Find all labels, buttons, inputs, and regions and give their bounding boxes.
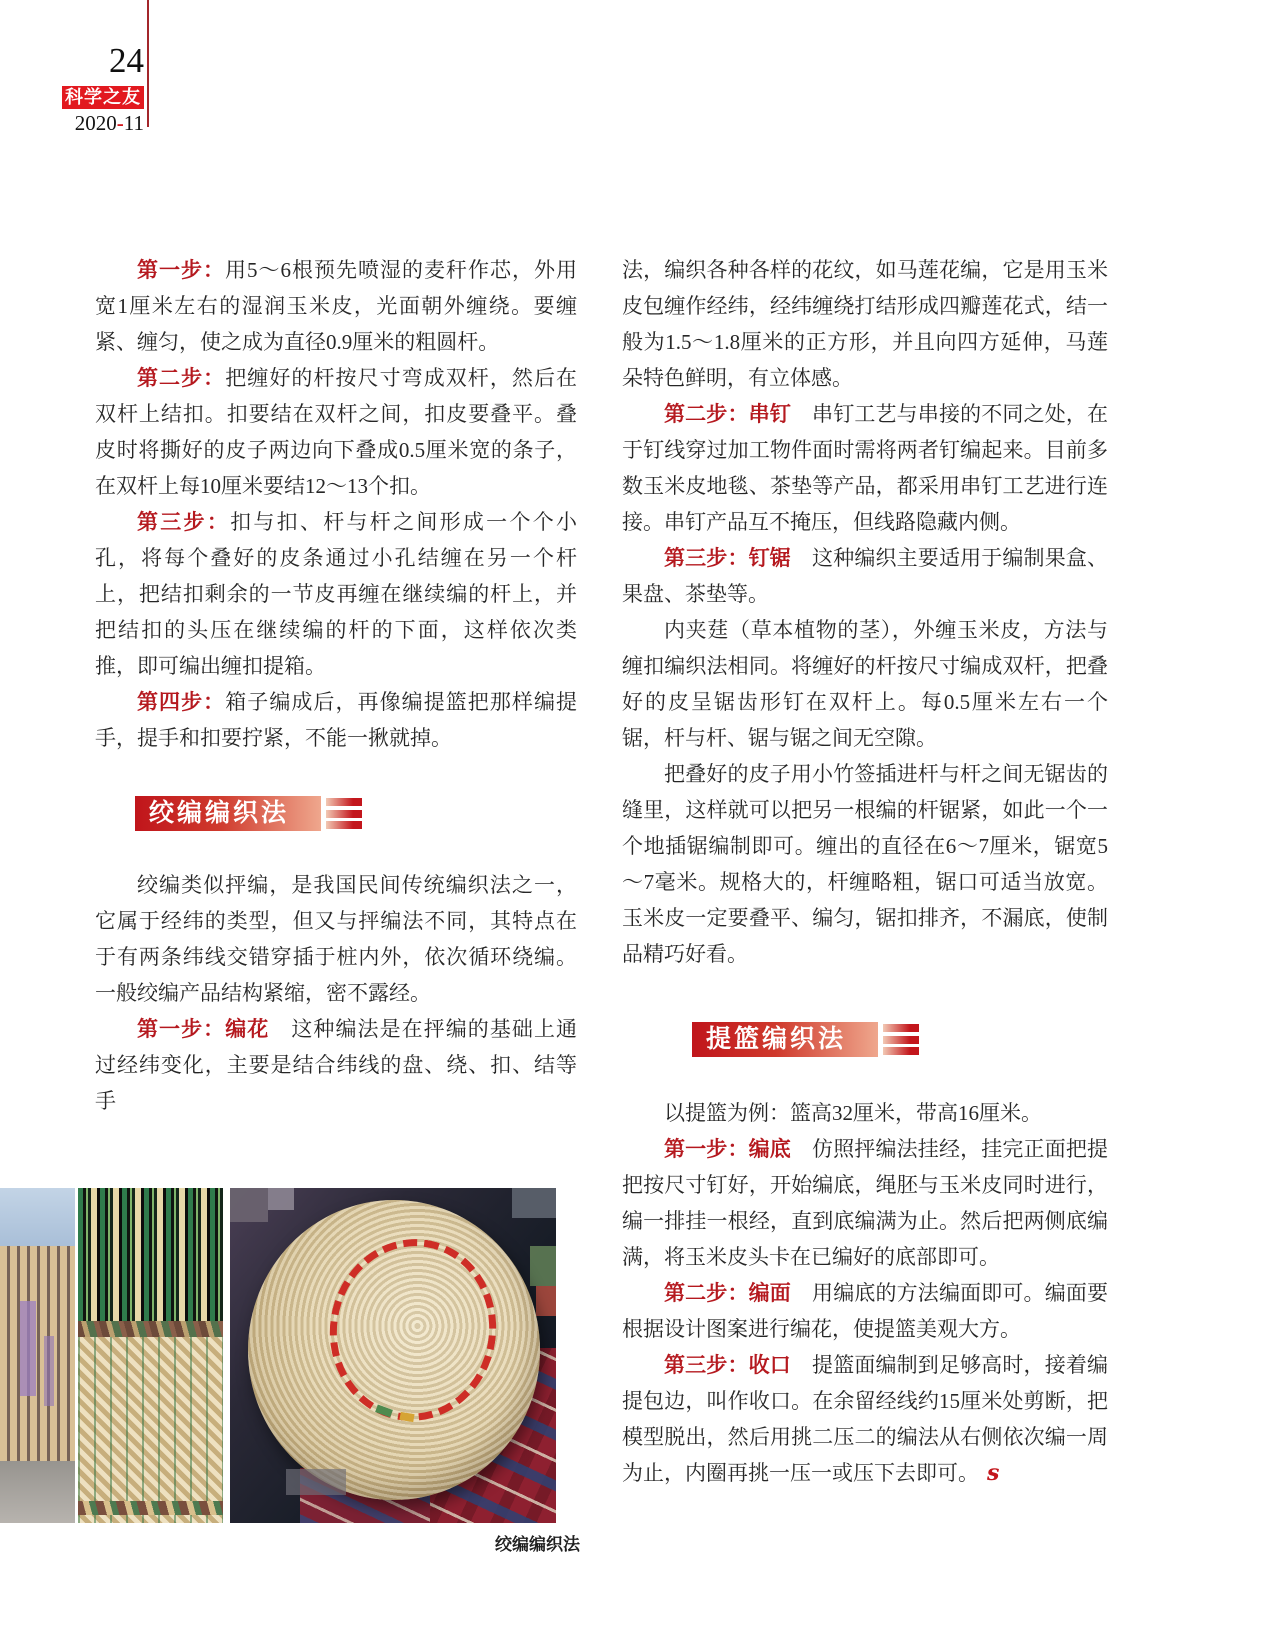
paragraph-text: 这种编织主要适用于编制果盒、果盘、茶垫等。 bbox=[622, 546, 1109, 606]
paragraph-text: 仿照抨编法挂经，挂完正面把提把按尺寸钉好，开始编底，绳胚与玉米皮同时进行，编一排挂一根经，直到底编满为止。然后把两侧底编满，将玉米皮头卡在已编好的底部即可。 bbox=[622, 1137, 1109, 1269]
paragraph-text: 法，编织各种各样的花纹，如马莲花编，它是用玉米皮包缠作经纬，经纬缠绕打结形成四瓣莲花式，结一般为1.5～1.8厘米的正方形，并且向四方延伸，马莲朵特色鲜明，有立体感。 bbox=[622, 258, 1108, 390]
text-column-right bbox=[622, 252, 1108, 1491]
text-column-left bbox=[95, 252, 577, 1119]
paragraph-text: 提篮面编制到足够高时，接着编提包边，叫作收口。在余留经线约15厘米处剪断，把模型脱出，然后用挑二压二的编法从右侧依次编一周为止，内圈再挑一压一或压下去即可。 bbox=[622, 1353, 1109, 1485]
paragraph bbox=[95, 867, 577, 1011]
paragraph bbox=[622, 1275, 1108, 1347]
mosaic-block bbox=[286, 1469, 346, 1495]
paragraph-text: 串钉工艺与串接的不同之处，在于钉线穿过加工物件面时需将两者钉编起来。目前多数玉米皮地毯、茶垫等产品，都采用串钉工艺进行连接。串钉产品互不掩压，但线路隐藏内侧。 bbox=[622, 402, 1109, 534]
issue-month: 11 bbox=[123, 111, 144, 135]
mosaic-block bbox=[536, 1286, 556, 1316]
paragraph bbox=[95, 504, 577, 684]
paragraph bbox=[95, 684, 577, 756]
issue-year: 2020 bbox=[74, 111, 117, 135]
paragraph bbox=[95, 252, 577, 360]
basket-bottom-band bbox=[78, 1501, 223, 1515]
paragraph bbox=[95, 360, 577, 504]
section-banner-tilan bbox=[692, 1022, 919, 1057]
step-label: 第二步： bbox=[137, 366, 226, 390]
section-title: 绞编编织法 bbox=[135, 796, 321, 831]
step-label: 第二步：串钉 bbox=[664, 402, 791, 426]
magazine-badge: 科学之友 bbox=[62, 86, 144, 109]
page-number: 24 bbox=[109, 41, 144, 80]
gap-highlight bbox=[44, 1336, 54, 1406]
header-rule bbox=[147, 0, 149, 127]
paragraph-text: 箱子编成后，再像编提篮把那样编提手，提手和扣要拧紧，不能一揪就掉。 bbox=[95, 690, 578, 750]
paragraph bbox=[622, 1131, 1108, 1275]
mosaic-block bbox=[230, 1188, 268, 1222]
step-label: 第三步：收口 bbox=[664, 1353, 791, 1377]
paragraph bbox=[622, 612, 1108, 756]
paragraph-text: 这种编法是在抨编的基础上通过经纬变化，主要是结合纬线的盘、绕、扣、结等手 bbox=[95, 1017, 578, 1113]
basket-rim-band bbox=[78, 1321, 223, 1337]
banner-stripes-icon bbox=[883, 1022, 919, 1057]
paragraph bbox=[622, 396, 1108, 540]
paragraph bbox=[95, 1011, 577, 1119]
paragraph bbox=[622, 1347, 1108, 1491]
ground-area bbox=[0, 1461, 75, 1523]
step-label: 第三步： bbox=[137, 510, 231, 534]
paragraph bbox=[622, 252, 1108, 396]
step-label: 第一步： bbox=[137, 258, 225, 282]
paragraph-text: 用编底的方法编面即可。编面要根据设计图案进行编花，使提篮美观大方。 bbox=[622, 1281, 1109, 1341]
photo-caption: 绞编编织法 bbox=[495, 1535, 580, 1554]
mosaic-block bbox=[512, 1188, 556, 1218]
issue-date bbox=[0, 111, 144, 135]
paragraph-text: 扣与扣、杆与杆之间形成一个个小孔，将每个叠好的皮条通过小孔结缠在另一个杆上，把结扣剩余的一节皮再缠在继续编的杆上，并把结扣的头压在继续编的杆的下面，这样依次类推，即可编出缠扣提箱。 bbox=[95, 510, 578, 678]
mosaic-block bbox=[268, 1188, 294, 1210]
section-title: 提篮编织法 bbox=[692, 1022, 878, 1057]
red-pattern-ring bbox=[318, 1228, 508, 1431]
step-label: 第二步：编面 bbox=[664, 1281, 791, 1305]
paragraph-text: 把叠好的皮子用小竹签插进杆与杆之间无锯齿的缝里，这样就可以把另一根编的杆锯紧，如此一个一个地插锯编制即可。缠出的直径在6～7厘米，锯宽5～7毫米。规格大的，杆缠略粗，锯口可适当放宽。玉米皮一定要叠平、编匀，锯扣排齐，不漏底，使制品精巧好看。 bbox=[622, 762, 1108, 966]
paragraph-text: 内夹莛（草本植物的茎），外缠玉米皮，方法与缠扣编织法相同。将缠好的杆按尺寸编成双杆，把叠好的皮呈锯齿形钉在双杆上。每0.5厘米左右一个锯，杆与杆、锯与锯之间无空隙。 bbox=[622, 618, 1108, 750]
section-banner-jiaobian bbox=[135, 796, 362, 831]
step-label: 第四步： bbox=[137, 690, 226, 714]
step-label: 第三步：钉锯 bbox=[664, 546, 791, 570]
article-end-mark-icon: s bbox=[987, 1460, 1000, 1486]
photo-woven-basket bbox=[78, 1188, 223, 1523]
photo-strip bbox=[0, 1188, 556, 1523]
photo-wood-mold bbox=[0, 1188, 75, 1523]
wood-slats bbox=[0, 1246, 75, 1461]
yellow-accent bbox=[399, 1412, 414, 1422]
paragraph-text: 绞编类似抨编，是我国民间传统编织法之一，它属于经纬的类型，但又与抨编法不同，其特点在于有两条纬线交错穿插于桩内外，依次循环绕编。一般绞编产品结构紧缩，密不露经。 bbox=[95, 873, 577, 1005]
paragraph bbox=[622, 756, 1108, 972]
step-label: 第一步：编底 bbox=[664, 1137, 791, 1161]
paragraph-text: 用5～6根预先喷湿的麦秆作芯，外用宽1厘米左右的湿润玉米皮，光面朝外缠绕。要缠紧、缠匀，使之成为直径0.9厘米的粗圆杆。 bbox=[95, 258, 577, 354]
woven-mat bbox=[248, 1200, 540, 1500]
paragraph bbox=[622, 540, 1108, 612]
gap-highlight bbox=[20, 1301, 36, 1396]
basket-body bbox=[78, 1321, 223, 1523]
step-label: 第一步：编花 bbox=[137, 1017, 270, 1041]
paragraph bbox=[622, 1095, 1108, 1131]
photo-round-woven-mat bbox=[230, 1188, 556, 1523]
green-warp-sticks bbox=[78, 1188, 223, 1321]
mosaic-block bbox=[530, 1246, 556, 1286]
paragraph-text: 把缠好的杆按尺寸弯成双杆，然后在双杆上结扣。扣要结在双杆之间，扣皮要叠平。叠皮时将撕好的皮子两边向下叠成0.5厘米宽的条子，在双杆上每10厘米要结12～13个扣。 bbox=[95, 366, 578, 498]
banner-stripes-icon bbox=[326, 796, 362, 831]
sky-area bbox=[0, 1188, 75, 1246]
issue-dash: - bbox=[116, 111, 124, 135]
paragraph-text: 以提篮为例：篮高32厘米，带高16厘米。 bbox=[664, 1101, 1042, 1125]
